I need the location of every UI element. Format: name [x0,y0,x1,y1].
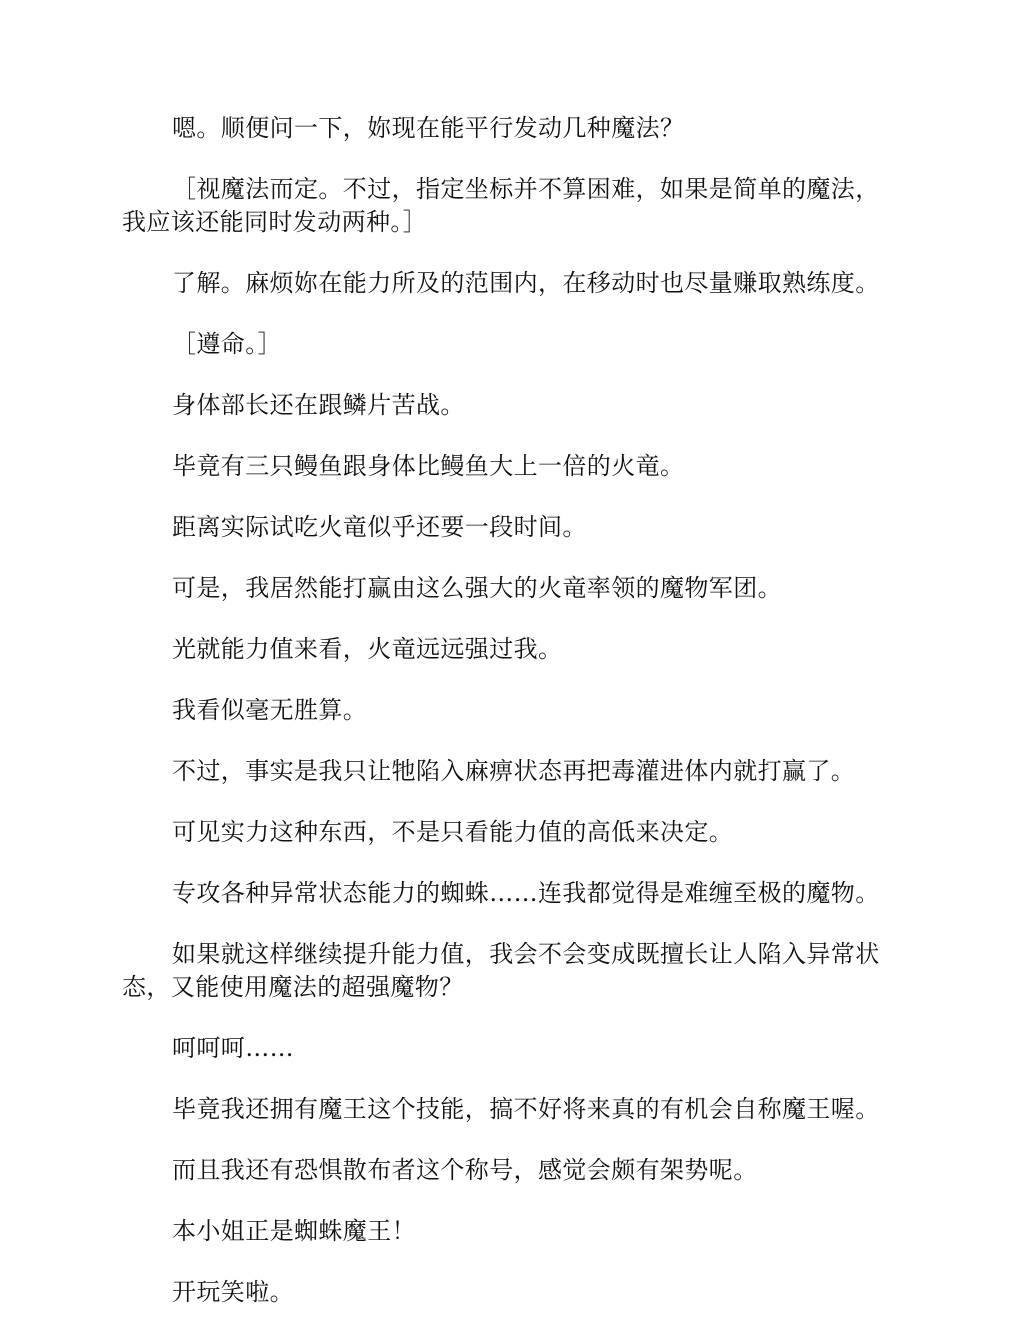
paragraph: ［视魔法而定。不过，指定坐标并不算困难，如果是简单的魔法，我应该还能同时发动两种。］ [122,175,880,236]
paragraph: 如果就这样继续提升能力值，我会不会变成既擅长让人陷入异常状态，又能使用魔法的超强魔物？ [122,940,880,1001]
paragraph: 专攻各种异常状态能力的蜘蛛……连我都觉得是难缠至极的魔物。 [172,879,880,907]
paragraph: 了解。麻烦妳在能力所及的范围内，在移动时也尽量赚取熟练度。 [172,269,880,297]
paragraph: 不过，事实是我只让牠陷入麻痹状态再把毒灌进体内就打赢了。 [172,757,856,785]
paragraph: 嗯。顺便问一下，妳现在能平行发动几种魔法？ [172,114,685,142]
paragraph: ［遵命。］ [172,330,282,358]
paragraph: 开玩笑啦。 [172,1278,294,1306]
paragraph: 呵呵呵…… [172,1034,294,1062]
paragraph: 毕竟我还拥有魔王这个技能，搞不好将来真的有机会自称魔王喔。 [172,1095,880,1123]
paragraph: 毕竟有三只鳗鱼跟身体比鳗鱼大上一倍的火竜。 [172,452,685,480]
paragraph: 身体部长还在跟鳞片苦战。 [172,391,465,419]
paragraph: 而且我还有恐惧散布者这个称号，感觉会颇有架势呢。 [172,1156,758,1184]
document-page [122,112,902,1337]
paragraph: 距离实际试吃火竜似乎还要一段时间。 [172,513,587,541]
paragraph: 本小姐正是蜘蛛魔王！ [172,1217,416,1245]
paragraph: 我看似毫无胜算。 [172,696,368,724]
paragraph: 光就能力值来看，火竜远远强过我。 [172,635,563,663]
paragraph: 可是，我居然能打赢由这么强大的火竜率领的魔物军团。 [172,574,782,602]
paragraph: 可见实力这种东西，不是只看能力值的高低来决定。 [172,818,734,846]
